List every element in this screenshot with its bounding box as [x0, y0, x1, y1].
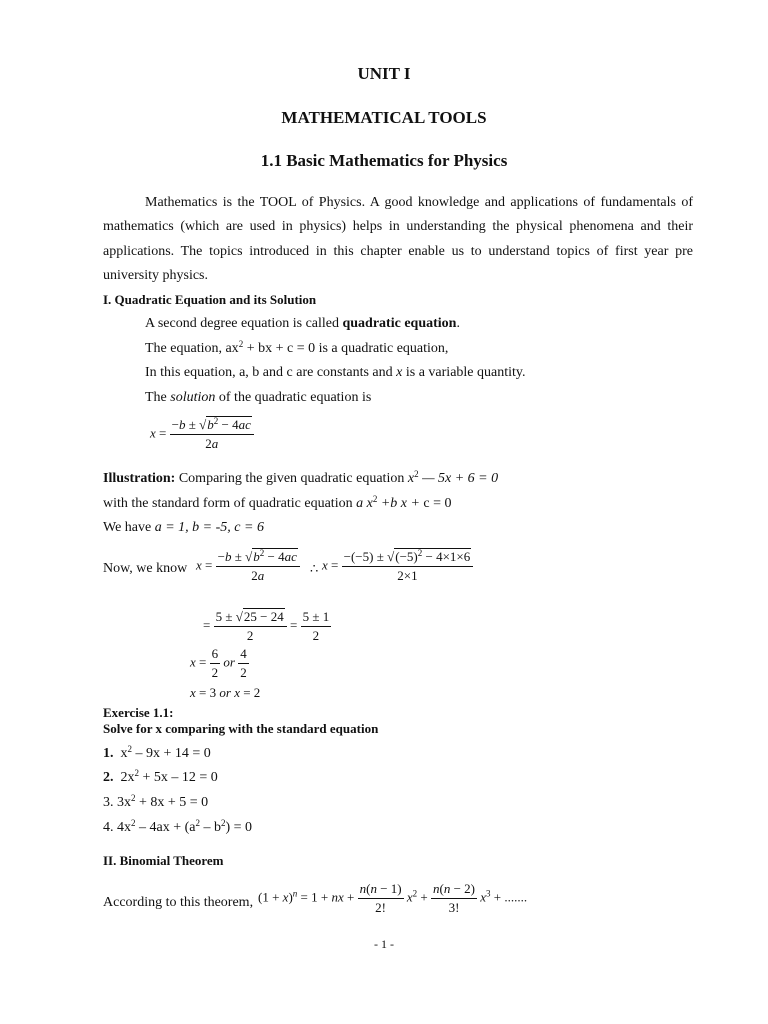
exercise-title: Exercise 1.1: — [103, 705, 174, 720]
page-number: - 1 - — [374, 937, 394, 951]
binomial-heading: II. Binomial Theorem — [103, 853, 224, 868]
illustration-line-2: with the standard form of quadratic equation a $x^2 +b$ x + c = 0 — [103, 494, 452, 511]
roots-result: x = 3 or x = 2 — [190, 685, 261, 700]
simplification-step: = $\frac{5 \pm √25 - 24}{2}$ = $\frac{5 \pm 1}{2}$ — [203, 609, 330, 643]
quadratic-formula: x = $\frac{-b \pm √b^2 - 4ac}{2a}$ — [150, 417, 254, 452]
chapter-heading: MATHEMATICAL TOOLS — [281, 108, 487, 127]
roots-fraction-step: x = $\frac{6}{2}$ or $\frac{4}{2}$ — [190, 646, 247, 680]
exercise-item: 2. $2x^2 + 5x - 12 = 0$ — [103, 768, 218, 785]
section-heading: 1.1 Basic Mathematics for Physics — [260, 151, 508, 170]
quadratic-definition: A second degree equation is called quadratic equation. — [145, 316, 460, 331]
therefore-symbol: ∴ — [310, 561, 319, 576]
quadratic-standard-form: The equation, $ax^2$ + bx + c = 0 is a quadratic equation, — [145, 339, 449, 356]
formula-substituted: x = $\frac{-(-5) \pm √(-5)^2 - 4\times 1\times 6}{2\times 1}$ — [322, 549, 473, 584]
quadratic-solution-lead: The solution of the quadratic equation is — [145, 390, 372, 405]
unit-heading: UNIT I — [357, 64, 411, 83]
illustration-line-3: We have a = 1, b = -5, c = 6 — [103, 520, 264, 535]
now-we-know-label: Now, we know — [103, 561, 188, 576]
exercise-item: 1. $x^2 - 9x + 14 = 0$ — [103, 744, 211, 761]
intro-paragraph — [103, 191, 693, 288]
intro-text: Mathematics is the TOOL of Physics. A good knowledge and applications of fundamentals of mathematics (which are used in physics) helps in understanding the physical phenomena and their applications. The topics introduced in this chapter enable us to understand topics of first year pre university physics. — [103, 195, 693, 283]
exercise-subtitle: Solve for x comparing with the standard equation — [103, 721, 379, 736]
exercise-item: 4. $4x^2 - 4ax + (a^2 - b^2) = 0$ — [103, 818, 253, 835]
quadratic-heading: I. Quadratic Equation and its Solution — [103, 292, 317, 307]
formula-recall: x = $\frac{-b \pm √b^2 - 4ac}{2a}$ — [196, 549, 300, 584]
exercise-item: 3. $3x^2 + 8x + 5 = 0$ — [103, 793, 209, 810]
quadratic-constants: In this equation, a, b and c are constants and x is a variable quantity. — [145, 365, 526, 380]
binomial-lead: According to this theorem, — [103, 895, 254, 910]
illustration-line-1: Illustration: Comparing the given quadratic equation $x^2$ — 5x + 6 = 0 — [103, 469, 499, 486]
binomial-expansion: $(1 + x)^n = 1$ + nx + $\frac{n(n - 1)}{2!}$ $x^2$ + $\frac{n(n - 2)}{3!}$ $x^3$ + ....... — [258, 881, 528, 915]
